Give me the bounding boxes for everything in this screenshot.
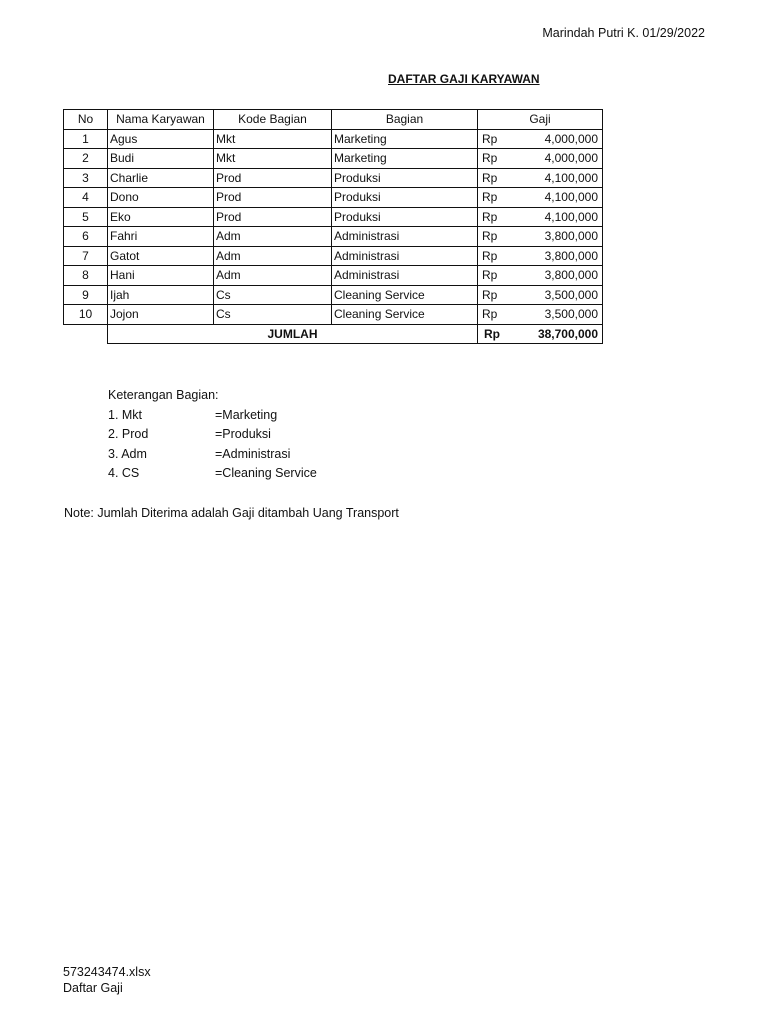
cell-nama: Eko <box>108 207 214 227</box>
keterangan-title: Keterangan Bagian: <box>108 388 219 402</box>
column-header-bagian: Bagian <box>332 110 478 130</box>
keterangan-desc: =Produksi <box>215 427 271 441</box>
total-label: JUMLAH <box>108 324 478 344</box>
keterangan-item <box>108 445 317 465</box>
cell-kode: Adm <box>214 246 332 266</box>
note-text: Note: Jumlah Diterima adalah Gaji ditambah Uang Transport <box>64 506 399 520</box>
table-row <box>64 266 603 286</box>
cell-kode: Cs <box>214 305 332 325</box>
total-currency: Rp <box>478 324 518 344</box>
cell-gaji: 3,500,000 <box>518 305 603 325</box>
table-row <box>64 129 603 149</box>
total-value: 38,700,000 <box>518 324 603 344</box>
cell-no: 3 <box>64 168 108 188</box>
cell-no: 9 <box>64 285 108 305</box>
cell-currency: Rp <box>478 246 518 266</box>
cell-gaji: 3,800,000 <box>518 246 603 266</box>
keterangan-desc: =Cleaning Service <box>215 466 317 480</box>
cell-no: 1 <box>64 129 108 149</box>
cell-kode: Cs <box>214 285 332 305</box>
cell-no: 5 <box>64 207 108 227</box>
cell-nama: Charlie <box>108 168 214 188</box>
cell-nama: Jojon <box>108 305 214 325</box>
cell-nama: Fahri <box>108 227 214 247</box>
cell-nama: Agus <box>108 129 214 149</box>
cell-no: 8 <box>64 266 108 286</box>
cell-bagian: Produksi <box>332 207 478 227</box>
cell-nama: Budi <box>108 149 214 169</box>
cell-no: 2 <box>64 149 108 169</box>
cell-currency: Rp <box>478 227 518 247</box>
cell-currency: Rp <box>478 266 518 286</box>
cell-no: 10 <box>64 305 108 325</box>
cell-gaji: 3,800,000 <box>518 227 603 247</box>
cell-bagian: Administrasi <box>332 227 478 247</box>
table-row <box>64 168 603 188</box>
cell-currency: Rp <box>478 207 518 227</box>
author-date: Marindah Putri K. 01/29/2022 <box>542 26 705 40</box>
cell-currency: Rp <box>478 285 518 305</box>
cell-currency: Rp <box>478 188 518 208</box>
cell-gaji: 4,000,000 <box>518 129 603 149</box>
keterangan-desc: =Administrasi <box>215 446 291 461</box>
column-header-kode: Kode Bagian <box>214 110 332 130</box>
cell-bagian: Produksi <box>332 188 478 208</box>
cell-gaji: 4,100,000 <box>518 207 603 227</box>
page-title: DAFTAR GAJI KARYAWAN <box>388 72 540 86</box>
table-header-row <box>64 110 603 130</box>
cell-kode: Adm <box>214 266 332 286</box>
cell-nama: Hani <box>108 266 214 286</box>
cell-kode: Mkt <box>214 149 332 169</box>
cell-gaji: 4,000,000 <box>518 149 603 169</box>
column-header-no: No <box>64 110 108 130</box>
cell-currency: Rp <box>478 168 518 188</box>
total-row <box>64 324 603 344</box>
cell-bagian: Cleaning Service <box>332 285 478 305</box>
cell-bagian: Produksi <box>332 168 478 188</box>
cell-currency: Rp <box>478 149 518 169</box>
cell-kode: Prod <box>214 168 332 188</box>
cell-no: 6 <box>64 227 108 247</box>
table-row <box>64 149 603 169</box>
cell-bagian: Administrasi <box>332 246 478 266</box>
cell-kode: Adm <box>214 227 332 247</box>
cell-nama: Ijah <box>108 285 214 305</box>
salary-table <box>63 109 603 344</box>
cell-currency: Rp <box>478 129 518 149</box>
table-row <box>64 305 603 325</box>
footer-sheet-name: Daftar Gaji <box>63 981 123 995</box>
cell-currency: Rp <box>478 305 518 325</box>
total-blank-cell <box>64 324 108 344</box>
cell-no: 4 <box>64 188 108 208</box>
table-row <box>64 188 603 208</box>
footer-filename: 573243474.xlsx <box>63 965 151 979</box>
column-header-gaji: Gaji <box>478 110 603 130</box>
cell-bagian: Cleaning Service <box>332 305 478 325</box>
cell-kode: Mkt <box>214 129 332 149</box>
cell-bagian: Administrasi <box>332 266 478 286</box>
page-footer <box>63 964 151 996</box>
table-row <box>64 227 603 247</box>
cell-gaji: 3,800,000 <box>518 266 603 286</box>
keterangan-code: 2. Prod <box>108 427 149 441</box>
keterangan-item <box>108 406 317 426</box>
cell-kode: Prod <box>214 188 332 208</box>
table-row <box>64 246 603 266</box>
table-row <box>64 207 603 227</box>
keterangan-desc: =Marketing <box>215 407 278 422</box>
keterangan-code: 4. CS <box>108 466 140 480</box>
keterangan-code: 1. Mkt <box>108 407 143 422</box>
column-header-nama: Nama Karyawan <box>108 110 214 130</box>
keterangan-item <box>108 425 317 445</box>
cell-gaji: 4,100,000 <box>518 188 603 208</box>
cell-bagian: Marketing <box>332 149 478 169</box>
cell-no: 7 <box>64 246 108 266</box>
cell-gaji: 3,500,000 <box>518 285 603 305</box>
keterangan-code: 3. Adm <box>108 446 147 461</box>
cell-nama: Gatot <box>108 246 214 266</box>
cell-kode: Prod <box>214 207 332 227</box>
keterangan-item <box>108 464 317 484</box>
table-row <box>64 285 603 305</box>
cell-nama: Dono <box>108 188 214 208</box>
cell-bagian: Marketing <box>332 129 478 149</box>
keterangan-section <box>108 386 317 484</box>
cell-gaji: 4,100,000 <box>518 168 603 188</box>
